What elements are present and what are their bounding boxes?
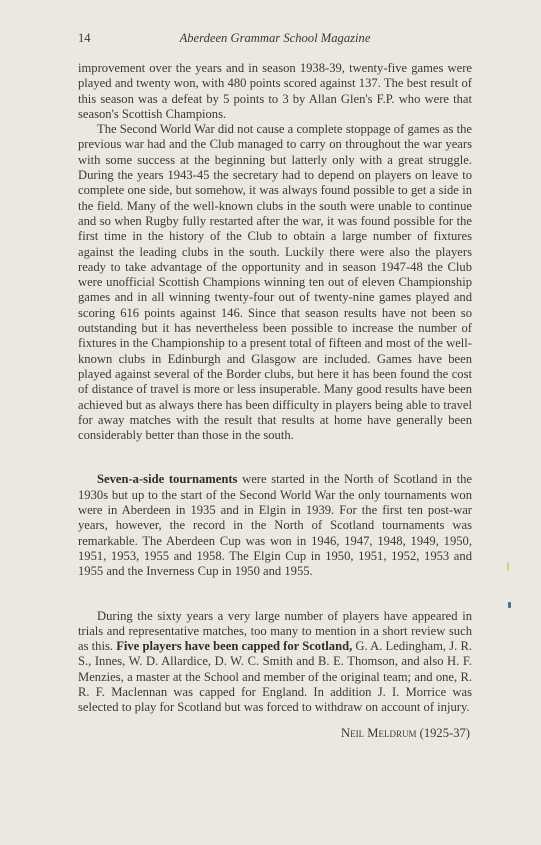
signature-text: Neil Meldrum (1925-37) (341, 725, 470, 740)
page-header (78, 31, 472, 49)
running-title: Aberdeen Grammar School Magazine (179, 31, 371, 45)
paragraph-2: The Second World War did not cause a complete stoppage of games as the previous war had and the Club managed to carry on throughout the war years with some success at the beginning but latterly only with a great struggle. During the years 1943-45 the secretary had to depend on players on leave to complete one side, but somehow, it was always found possible to get a side in the field. Many of the well-known clubs in the south were unable to continue and so when Rugby fully restarted after the war, it was found possible for the first time in the history of the Club to obtain a large number of fixtures against the leading clubs in the south. Luckily there were also the players ready to take advantage of the opportunity and in season 1947-48 the Club were unofficial Scottish Champions winning ten out of eleven Championship games and in all winning twenty-four out of twenty-nine games played and scoring 616 points against 146. Since that season results have not been so outstanding but it has nevertheless been possible to increase the number of fixtures in the Championship to a present total of fifteen and most of the well-known clubs in Edinburgh and Glasgow are included. Games have been played against several of the Border clubs, but here it has been found the cost of distance of travel is more or less insuperable. Many good results have been achieved but as always there has been difficulty in players being able to travel for away matches with the result that results at home have generally been considerably better than those in the south. (78, 122, 472, 443)
seven-a-side-heading: Seven-a-side tournaments (97, 472, 238, 487)
margin-mark (508, 602, 511, 608)
author-signature (78, 726, 472, 741)
paragraph-4-text-a: During the sixty years a very large number of players have appeared in trials and representative matches, too many to mention in a short review such as this. (78, 608, 472, 654)
paragraph-1: improvement over the years and in season 1938-39, twenty-five games were played and twenty won, with 480 points scored against 137. The best result of this season was a defeat by 5 points to 3 by Allan Glen's F.P. who were that season's Scottish Champions. (78, 61, 472, 121)
capped-players-heading: Five players have been capped for Scotland, (116, 639, 353, 654)
article-body (78, 61, 472, 741)
section-gap (78, 580, 472, 609)
section-gap (78, 443, 472, 472)
paragraph-4-text-b: G. A. Ledingham, J. R. S., Innes, W. D. Allardice, D. W. C. Smith and B. E. Thomson, and also H. F. Menzies, a master at the School and member of the original team; and one, R. R. F. Maclennan was capped for England. In addition J. I. Morrice was selected to play for Scotland but was forced to withdraw on account of injury. (78, 639, 472, 715)
paragraph-3 (78, 472, 472, 579)
paragraph-3-text: were started in the North of Scotland in the 1930s but up to the start of the Second World War the only tournaments won were in Aberdeen in 1935 and in Elgin in 1939. For the first ten post-war years, however, the record in the North of Scotland tournaments was remarkable. The Aberdeen Cup was won in 1946, 1947, 1948, 1949, 1950, 1951, 1953, 1955 and 1958. The Elgin Cup in 1950, 1951, 1952, 1953 and 1955 and the Inverness Cup in 1950 and 1955. (78, 472, 472, 579)
margin-mark (507, 562, 509, 571)
paragraph-4 (78, 609, 472, 716)
page-number: 14 (78, 31, 91, 45)
